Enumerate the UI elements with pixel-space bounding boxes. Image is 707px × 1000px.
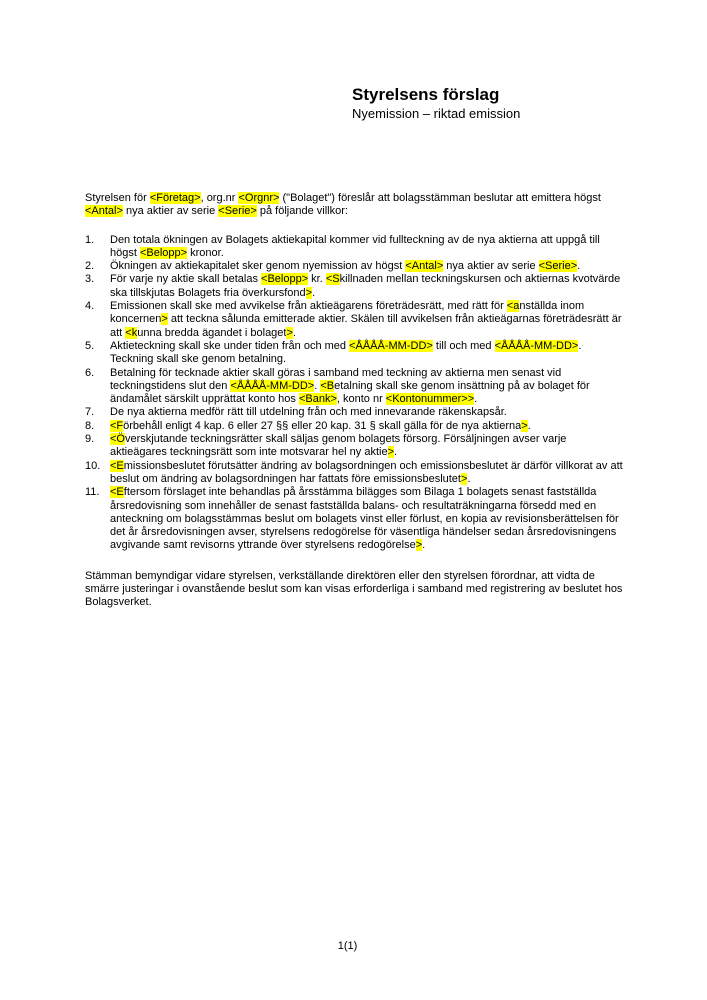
condition-item — [85, 406, 626, 419]
placeholder-highlight: <Serie> — [218, 205, 257, 218]
closing-paragraph: Stämman bemyndigar vidare styrelsen, verkställande direktören eller den styrelsen förordnar, att vidta de smärre justeringar i ovanstående beslut som kan visas erforderliga i samband med registrering av beslutet hos Bolagsverket. — [85, 569, 623, 609]
text-run: nställda inom koncernen — [110, 300, 585, 326]
item-number: 7. — [85, 406, 95, 419]
placeholder-highlight: <Bank> — [298, 393, 337, 406]
placeholder-highlight: <Orgnr> — [238, 192, 280, 204]
item-text — [110, 420, 626, 433]
text-run: missionsbeslutet förutsätter ändring av bolagsordningen och emissionsbeslutet är därför villkorat av att beslut om ändring av bolagsordningen har fattats före emissionsbeslutet — [110, 459, 623, 485]
condition-item — [85, 273, 626, 300]
text-run: till och med — [432, 339, 495, 352]
placeholder-highlight: <Antal> — [405, 260, 444, 273]
text-run: kr. — [308, 273, 326, 286]
placeholder-highlight: <E — [110, 486, 124, 499]
item-number: 6. — [85, 366, 95, 379]
text-run: ftersom förslaget inte behandlas på årsstämma bilägges som Bilaga 1 bolagets senast fastställda årsredovisning som innehåller de senast fastställda balans- och resultaträkningarna försedd med en anteckning om bolagsstämmas beslut om bolagets vinst eller förlust, en kopia av revisionsberättelsen för det år årsredovisningen avser, styrelsens redogörelse för väsentliga händelser sedan årsredovisningens avgivande samt revisorns yttrande över styrelsens redogörelse — [110, 486, 619, 552]
text-run: , org.nr — [200, 192, 239, 204]
placeholder-highlight: <F — [110, 419, 124, 432]
placeholder-highlight: <Ö — [110, 433, 125, 446]
text-run: För varje ny aktie skall betalas — [110, 273, 262, 286]
text-run: Betalning för tecknade aktier skall göras i samband med teckning av aktierna men senast vid teckningstidens slut den — [110, 366, 562, 392]
condition-item — [85, 367, 626, 407]
text-run: ("Bolaget") föreslår att bolagsstämman beslutar att emittera högst — [279, 192, 601, 204]
text-run: . — [312, 286, 316, 299]
placeholder-highlight: > — [521, 419, 528, 432]
document-title: Styrelsens förslag — [352, 85, 500, 104]
condition-item — [85, 300, 626, 340]
text-run: . — [467, 472, 471, 485]
text-run: nya aktier av serie — [122, 205, 219, 218]
condition-item — [85, 460, 626, 487]
text-run: örbehåll enligt 4 kap. 6 eller 27 §§ eller 20 kap. 31 § skall gälla för de nya aktierna — [123, 419, 522, 432]
placeholder-highlight: <Serie> — [538, 260, 578, 273]
text-run: . — [474, 393, 478, 406]
text-run: De nya aktierna medför rätt till utdelning från och med innevarande räkenskapsår. — [110, 406, 507, 419]
conditions-list — [85, 234, 626, 553]
intro-paragraph — [85, 192, 626, 219]
placeholder-highlight: > — [461, 472, 468, 485]
condition-item — [85, 420, 626, 433]
condition-item — [85, 260, 626, 273]
item-number: 4. — [85, 300, 95, 313]
page-number: 1(1) — [337, 940, 358, 952]
text-run: . — [314, 379, 321, 392]
text-run: killnaden mellan teckningskursen och aktiernas kvotvärde ska tillskjutas Bolagets fria överkursfond — [110, 273, 621, 299]
placeholder-highlight: <ÅÅÅÅ-MM-DD> — [494, 339, 579, 352]
text-run: att teckna sålunda emitterade aktier. Skälen till avvikelsen från aktieägarnas företrädesrätt är att — [110, 313, 622, 339]
text-run: nya aktier av serie — [443, 260, 539, 273]
text-run: Styrelsen för — [85, 192, 150, 204]
text-run: etalning skall ske genom insättning på av bolaget för ändamålet särskilt upprättat konto hos — [110, 379, 590, 406]
placeholder-highlight: <Belopp> — [139, 246, 188, 259]
text-run: . — [577, 260, 581, 273]
item-number: 2. — [85, 260, 95, 273]
placeholder-highlight: > — [161, 313, 168, 326]
item-text — [110, 486, 626, 552]
document-header — [352, 85, 520, 121]
item-text — [110, 460, 626, 487]
placeholder-highlight: <Belopp> — [261, 273, 309, 286]
item-text — [110, 273, 626, 300]
text-run: Ökningen av aktiekapitalet sker genom nyemission av högst — [110, 260, 406, 273]
item-text — [110, 433, 626, 460]
document-body — [85, 192, 626, 610]
item-text — [110, 300, 626, 340]
item-text — [110, 406, 626, 419]
placeholder-highlight: <S — [325, 273, 340, 286]
text-run: unna bredda ägandet i bolaget — [137, 326, 287, 339]
placeholder-highlight: <Antal> — [85, 205, 123, 218]
item-text — [110, 234, 626, 261]
text-run: Aktieteckning skall ske under tiden från och med — [110, 339, 350, 352]
placeholder-highlight: <Kontonummer>> — [385, 393, 475, 406]
placeholder-highlight: <E — [110, 459, 124, 472]
text-run: kronor. — [187, 246, 224, 259]
placeholder-highlight: <B — [320, 379, 335, 392]
item-number: 3. — [85, 273, 95, 286]
text-run: på följande villkor: — [256, 205, 348, 218]
text-run: Emissionen skall ske med avvikelse från aktieägarens företrädesrätt, med rätt för — [110, 300, 507, 313]
text-run: . — [292, 326, 296, 339]
text-run: . — [527, 419, 531, 432]
condition-item — [85, 234, 626, 261]
placeholder-highlight: <Företag> — [149, 192, 201, 204]
item-number: 1. — [85, 233, 95, 246]
document-subtitle: Nyemission – riktad emission — [352, 106, 521, 121]
text-run: Den totala ökningen av Bolagets aktiekapital kommer vid fullteckning av de nya aktierna att uppgå till högst — [110, 233, 600, 259]
item-number: 11. — [85, 486, 100, 499]
item-number: 9. — [85, 433, 95, 446]
placeholder-highlight: > — [415, 539, 423, 552]
condition-item — [85, 486, 626, 552]
placeholder-highlight: > — [286, 326, 293, 339]
condition-item — [85, 433, 626, 460]
item-text — [110, 367, 626, 407]
text-run: verskjutande teckningsrätter skall säljas genom bolagets försorg. Försäljningen avser varje aktieägares teckningsrätt som inte motsvarar hel ny aktie — [110, 433, 567, 459]
placeholder-highlight: > — [387, 446, 395, 459]
placeholder-highlight: > — [305, 286, 313, 299]
item-text — [110, 260, 626, 273]
item-text — [110, 340, 626, 367]
placeholder-highlight: <a — [506, 300, 520, 313]
item-number: 5. — [85, 339, 95, 352]
text-run: . — [422, 539, 426, 552]
text-run: , konto nr — [336, 393, 386, 406]
condition-item — [85, 340, 626, 367]
item-number: 10. — [85, 459, 101, 472]
placeholder-highlight: <ÅÅÅÅ-MM-DD> — [230, 379, 315, 392]
placeholder-highlight: <k — [125, 326, 138, 339]
placeholder-highlight: <ÅÅÅÅ-MM-DD> — [349, 339, 433, 352]
item-number: 8. — [85, 419, 95, 432]
text-run: . Teckning skall ske genom betalning. — [110, 339, 582, 366]
text-run: . — [394, 446, 398, 459]
